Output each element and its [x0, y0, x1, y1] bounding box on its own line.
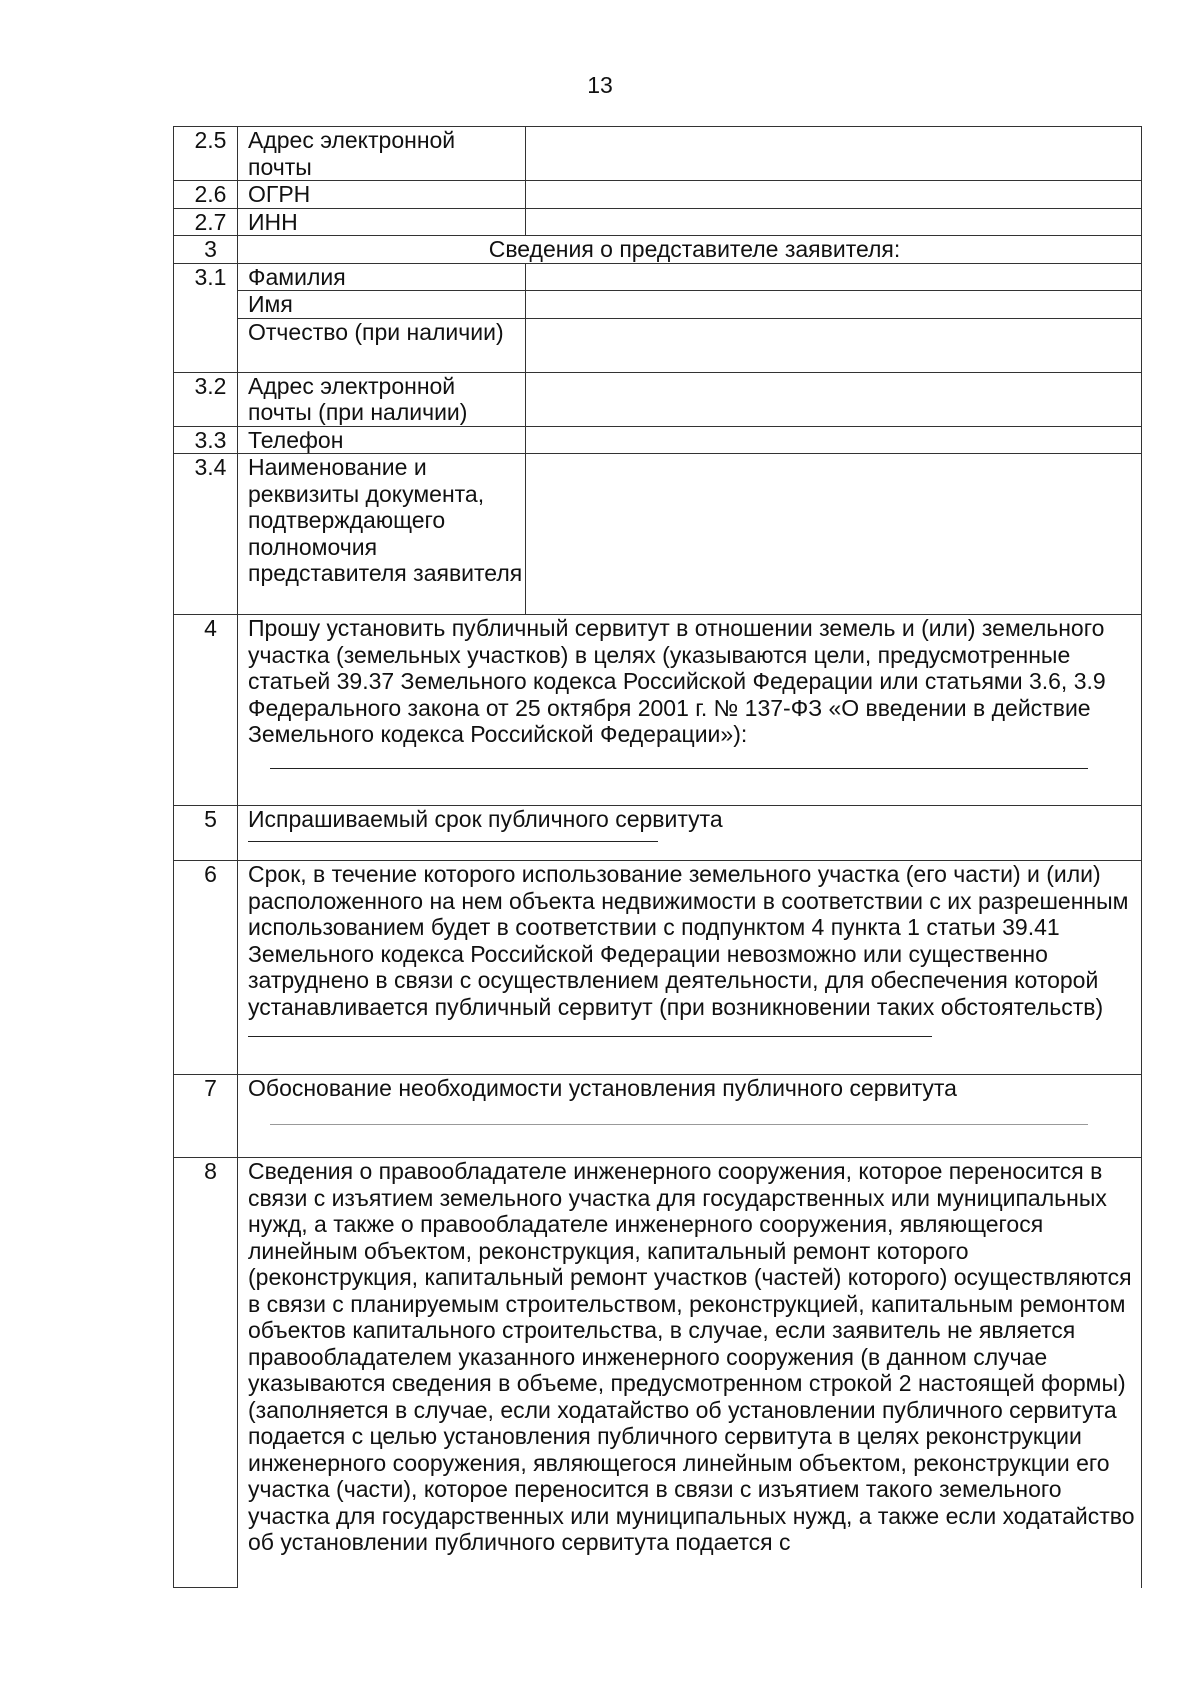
table-row [174, 1075, 1142, 1158]
table-row [174, 236, 1142, 264]
table-row [174, 806, 1142, 861]
request-purpose-cell [238, 615, 1142, 806]
purpose-input-line[interactable] [270, 768, 1088, 769]
purpose-fill-area [248, 748, 1133, 782]
field-label-first-name: Имя [238, 291, 526, 319]
term-input-line[interactable] [248, 841, 658, 842]
page-number: 13 [587, 72, 613, 98]
row-number: 2.6 [174, 181, 238, 209]
table-row [174, 263, 1142, 291]
restriction-term-text: Срок, в течение которого использование земельного участка (его части) и (или) расположенного на нем объекта недвижимости в соответствии с их разрешенным использованием будет в соответствии с подпунктом 4 пункта 1 статьи 39.41 Земельного кодекса Российской Федерации невозможно или существенно затруднено в связи с осуществлением деятельности, для обеспечения которой устанавливается публичный сервитут (при возникновении таких обстоятельств) [248, 861, 1129, 1020]
field-value-last-name[interactable] [526, 263, 1142, 291]
justification-fill-area [248, 1102, 1141, 1142]
row-number: 8 [174, 1158, 238, 1588]
field-value-patronymic[interactable] [526, 318, 1142, 372]
row-number: 3 [174, 236, 238, 264]
field-value-inn[interactable] [526, 208, 1142, 236]
field-label-last-name: Фамилия [238, 263, 526, 291]
row-number: 6 [174, 861, 238, 1075]
restriction-fill-area [248, 1020, 1133, 1050]
justification-cell [238, 1075, 1142, 1158]
field-label-patronymic: Отчество (при наличии) [238, 318, 526, 372]
row-number: 3.1 [174, 263, 238, 372]
engineering-structure-owner-cell [238, 1158, 1142, 1588]
requested-term-cell [238, 806, 1142, 861]
request-purpose-text: Прошу установить публичный сервитут в отношении земель и (или) земельного участка (земельных участков) в целях (указываются цели, предусмотренные статьей 39.37 Земельного кодекса Российской Федерации или статьями 3.6, 3.9 Федерального закона от 25 октября 2001 г. № 137-ФЗ «О введении в действие Земельного кодекса Российской Федерации»): [248, 615, 1106, 747]
row-number: 2.7 [174, 208, 238, 236]
table-row [174, 208, 1142, 236]
restriction-input-line[interactable] [248, 1036, 932, 1037]
field-value-phone[interactable] [526, 426, 1142, 454]
row-number: 7 [174, 1075, 238, 1158]
restriction-term-cell [238, 861, 1142, 1075]
row-number: 4 [174, 615, 238, 806]
field-value-ogrn[interactable] [526, 181, 1142, 209]
field-value-rep-email[interactable] [526, 372, 1142, 426]
section-heading-representative: Сведения о представителе заявителя: [238, 236, 1142, 264]
justification-text: Обоснование необходимости установления публичного сервитута [248, 1075, 957, 1101]
engineering-structure-owner-text: Сведения о правообладателе инженерного сооружения, которое переносится в связи с изъятием земельного участка для государственных или муниципальных нужд, а также о правообладателе инженерного сооружения, являющегося линейным объектом, реконструкция, капитальный ремонт которого (реконструкция, капитальный ремонт участков (частей) которого) осуществляются в связи с планируемым строительством, реконструкцией, капитальным ремонтом объектов капитального строительства, в случае, если заявитель не является правообладателем указанного инженерного сооружения (в данном случае указываются сведения в объеме, предусмотренном строкой 2 настоящей формы) (заполняется в случае, если ходатайство об установлении публичного сервитута подается с целью установления публичного сервитута в целях реконструкции инженерного сооружения, являющегося линейным объектом, реконструкции его участка (части), которое переносится в связи с изъятием такого земельного участка для государственных или муниципальных нужд, а также если ходатайство об установлении публичного сервитута подается с [248, 1158, 1135, 1555]
table-row [174, 127, 1142, 181]
table-row [174, 1158, 1142, 1588]
field-value-authority-document[interactable] [526, 454, 1142, 615]
table-row [174, 372, 1142, 426]
field-label-inn: ИНН [238, 208, 526, 236]
table-row [174, 318, 1142, 372]
field-label-phone: Телефон [238, 426, 526, 454]
field-label-ogrn: ОГРН [238, 181, 526, 209]
table-row [174, 454, 1142, 615]
row-number: 2.5 [174, 127, 238, 181]
field-label-email: Адрес электронной почты [238, 127, 526, 181]
requested-term-text: Испрашиваемый срок публичного сервитута [248, 806, 723, 832]
field-label-rep-email: Адрес электронной почты (при наличии) [238, 372, 526, 426]
field-label-authority-document: Наименование и реквизиты документа, подтверждающего полномочия представителя заявителя [238, 454, 526, 615]
application-form-table [173, 126, 1142, 1588]
row-number: 3.3 [174, 426, 238, 454]
field-value-first-name[interactable] [526, 291, 1142, 319]
justification-input-line[interactable] [270, 1124, 1088, 1125]
table-row [174, 291, 1142, 319]
table-row [174, 181, 1142, 209]
row-number: 3.2 [174, 372, 238, 426]
term-fill-area [248, 833, 1141, 857]
row-number: 5 [174, 806, 238, 861]
table-row [174, 426, 1142, 454]
field-value-email[interactable] [526, 127, 1142, 181]
row-number: 3.4 [174, 454, 238, 615]
table-row [174, 861, 1142, 1075]
table-row [174, 615, 1142, 806]
